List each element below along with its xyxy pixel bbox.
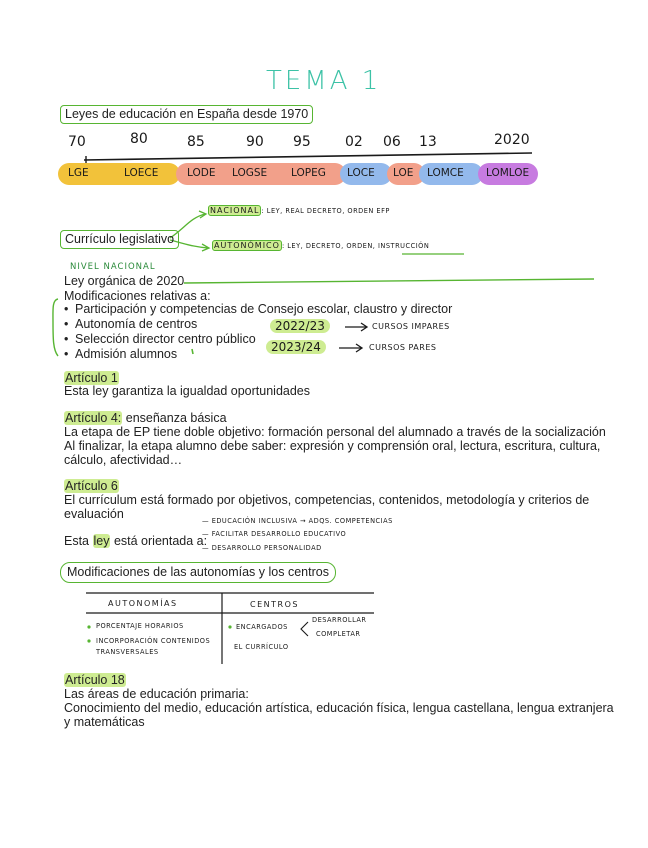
law-label: LOMLOE bbox=[486, 167, 530, 179]
articulo18-title bbox=[64, 673, 126, 688]
articulo18-line: y matemáticas bbox=[64, 715, 145, 729]
articulo1-heading: Artículo 1 bbox=[65, 371, 118, 385]
articulo18-line: Las áreas de educación primaria: bbox=[64, 687, 249, 701]
articulo18-line: Conocimiento del medio, educación artística, educación física, lengua castellana, lengua extranjera bbox=[64, 701, 614, 715]
curriculo-label: Currículo legislativo bbox=[60, 230, 179, 249]
modificaciones-aut-label: Modificaciones de las autonomías y los centros bbox=[60, 562, 336, 583]
table-cell: DESARROLLAR bbox=[312, 616, 367, 624]
leyes-section-label: Leyes de educación en España desde 1970 bbox=[60, 105, 313, 124]
centros-brace bbox=[301, 622, 308, 636]
autonomico-detail: : LEY, DECRETO, ORDEN, bbox=[281, 242, 376, 250]
year-label: 02 bbox=[345, 134, 363, 150]
ley-organica-label: Ley orgánica de 2020 bbox=[64, 274, 185, 288]
orientada-ley: ley bbox=[93, 534, 110, 548]
law-label: LOE bbox=[393, 167, 414, 179]
articulo4-line: La etapa de EP tiene doble objetivo: formación personal del alumnado a través de la socialización bbox=[64, 425, 606, 439]
curso-text-1: CURSOS IMPARES bbox=[372, 322, 450, 331]
autonomico-branch bbox=[212, 241, 429, 250]
table-bullet-1 bbox=[87, 625, 90, 628]
articulo4-heading: Artículo 4: bbox=[65, 411, 122, 425]
timeline-line bbox=[84, 153, 532, 160]
nacional-branch bbox=[208, 206, 390, 215]
curso-year-1: 2022/23 bbox=[270, 319, 330, 333]
year-label: 70 bbox=[68, 134, 86, 150]
table-bullet-2 bbox=[87, 639, 90, 642]
list-item: • Selección director centro público bbox=[64, 332, 452, 347]
curso-year-2: 2023/24 bbox=[266, 340, 326, 354]
table-cell: EL CURRÍCULO bbox=[234, 643, 289, 651]
nacional-label: NACIONAL bbox=[210, 206, 260, 215]
year-label: 13 bbox=[419, 134, 437, 150]
articulo4-suffix: enseñanza básica bbox=[122, 411, 227, 425]
autonomico-label: AUTONÓMICO bbox=[214, 241, 280, 250]
orientada-post: está orientada a: bbox=[110, 534, 208, 548]
modificaciones-list bbox=[64, 302, 452, 362]
orientada-line bbox=[64, 534, 207, 549]
curso-text-2: CURSOS PARES bbox=[369, 343, 437, 352]
law-label: LOECE bbox=[124, 167, 159, 179]
law-label: LOCE bbox=[347, 167, 375, 179]
year-label: 85 bbox=[187, 134, 205, 150]
year-label: 80 bbox=[130, 131, 148, 147]
ley-organica-rule bbox=[184, 279, 594, 283]
table-cell: COMPLETAR bbox=[316, 630, 361, 638]
articulo6-line: evaluación bbox=[64, 507, 124, 521]
articulo6-title bbox=[64, 479, 119, 494]
law-label: LOGSE bbox=[232, 167, 268, 179]
table-cell: PORCENTAJE HORARIOS bbox=[96, 622, 184, 630]
articulo6-heading: Artículo 6 bbox=[65, 479, 118, 493]
year-label: 06 bbox=[383, 134, 401, 150]
table-header-autonomias: AUTONOMÍAS bbox=[108, 599, 178, 608]
articulo18-heading: Artículo 18 bbox=[65, 673, 125, 687]
nacional-detail: : LEY, REAL DECRETO, ORDEN EFP bbox=[261, 207, 390, 215]
articulo4-title bbox=[64, 411, 227, 426]
articulo6-line: El currículum está formado por objetivos, competencias, contenidos, metodología y criterios de bbox=[64, 493, 590, 507]
modificaciones-intro: Modificaciones relativas a: bbox=[64, 289, 211, 303]
law-label: LOPEG bbox=[291, 167, 326, 179]
table-cell: INCORPORACIÓN CONTENIDOS bbox=[96, 637, 211, 645]
table-bullet-3 bbox=[228, 625, 231, 628]
year-label: 90 bbox=[246, 134, 264, 150]
list-item: • Autonomía de centros bbox=[64, 317, 452, 332]
modificaciones-bracket bbox=[53, 299, 58, 356]
articulo4-line: cálculo, afectividad… bbox=[64, 453, 183, 467]
law-label: LGE bbox=[68, 167, 89, 179]
orientada-item: — DESARROLLO PERSONALIDAD bbox=[202, 544, 322, 552]
law-label: LODE bbox=[187, 167, 216, 179]
autonomico-detail-instruccion: INSTRUCCIÓN bbox=[377, 242, 430, 250]
table-cell: TRANSVERSALES bbox=[96, 648, 159, 656]
list-item: • Participación y competencias de Consejo escolar, claustro y director bbox=[64, 302, 452, 317]
law-label: LOMCE bbox=[427, 167, 464, 179]
year-label: 95 bbox=[293, 134, 311, 150]
page-title: TEMA 1 bbox=[266, 66, 382, 96]
articulo4-line: Al finalizar, la etapa alumno debe saber: expresión y comprensión oral, lectura, escritura, cultura, bbox=[64, 439, 601, 453]
list-item: • Admisión alumnos bbox=[64, 347, 452, 362]
table-header-centros: CENTROS bbox=[250, 600, 299, 609]
orientada-item: — FACILITAR DESARROLLO EDUCATIVO bbox=[202, 530, 347, 538]
orientada-item: — EDUCACIÓN INCLUSIVA → ADQS. COMPETENCIAS bbox=[202, 517, 393, 525]
nivel-nacional-label: NIVEL NACIONAL bbox=[70, 262, 156, 272]
year-label: 2020 bbox=[494, 132, 530, 148]
orientada-pre: Esta bbox=[64, 534, 93, 548]
articulo1-text: Esta ley garantiza la igualdad oportunidades bbox=[64, 384, 311, 398]
table-cell: ENCARGADOS bbox=[236, 623, 288, 631]
